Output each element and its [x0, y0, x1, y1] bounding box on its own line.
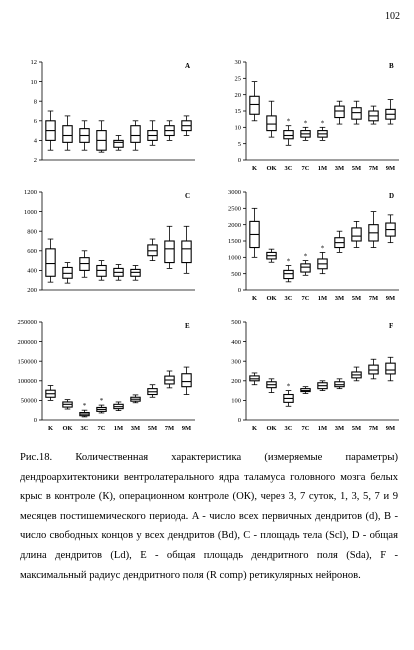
box-5m	[148, 121, 157, 146]
x-tick-label: 3C	[284, 165, 293, 172]
box-1m	[318, 119, 327, 140]
y-tick-label: 200000	[17, 338, 37, 346]
y-tick-label: 1000	[228, 254, 241, 262]
iqr-box	[63, 126, 72, 143]
y-tick-label: 0	[237, 157, 241, 165]
y-tick-label: 30	[234, 59, 241, 67]
x-tick-label: 3M	[130, 425, 141, 432]
box-plot-svg	[206, 186, 406, 306]
box-ok	[63, 116, 72, 150]
iqr-box	[250, 96, 259, 114]
iqr-box	[267, 116, 276, 131]
iqr-box	[284, 270, 293, 278]
page-number: 102	[385, 11, 400, 22]
box-k	[46, 111, 55, 150]
iqr-box	[301, 264, 310, 272]
significance-mark: *	[320, 244, 325, 253]
y-tick-label: 200	[27, 287, 37, 295]
iqr-box	[284, 131, 293, 139]
significance-mark: *	[286, 257, 291, 266]
box-7c	[97, 121, 106, 152]
box-7c	[301, 387, 310, 394]
box-1m	[318, 381, 327, 391]
x-tick-label: 3M	[334, 425, 345, 432]
iqr-box	[182, 241, 191, 263]
x-tick-label: 1M	[317, 165, 328, 172]
y-tick-label: 1200	[24, 189, 37, 197]
x-tick-label: K	[251, 295, 258, 302]
x-tick-label: 9M	[385, 165, 396, 172]
x-tick-label: 7C	[97, 425, 106, 432]
significance-mark: *	[286, 382, 291, 391]
panel-letter: C	[185, 192, 191, 200]
box-3c	[80, 402, 89, 417]
box-7m	[369, 359, 378, 379]
box-7m	[165, 121, 174, 141]
x-tick-label: 5M	[351, 425, 362, 432]
chart-panel-d	[206, 186, 406, 306]
x-tick-label: 7M	[368, 165, 379, 172]
x-tick-label: 1M	[317, 295, 328, 302]
x-tick-label: OK	[266, 295, 277, 302]
y-tick-label: 50000	[20, 397, 37, 405]
figure-caption: Рис.18. Количественная характеристика (измеряемые параметры) дендроархитектоники вентролатерального ядра таламуса головного мозга белых крыс в контроле (К), операционном контроле (ОК), через 3, 7 суток, 1, 3, 5, 7 и 9 месяцев постишемического периода. A - число всех первичных дендритов (d), B - число свободных концов у всех дендритов (Bd), C - площадь тела (Scl), D - общая длина дендритов (Ld), E - общая площадь дендритного поля (Sda), F - максимальный радиус дендритного поля (R comp) ретикулярных нейронов.	[20, 452, 398, 581]
box-5m	[352, 221, 361, 247]
chart-panel-b	[206, 56, 406, 176]
iqr-box	[165, 241, 174, 263]
y-tick-label: 400	[231, 338, 241, 346]
x-tick-label: 9M	[181, 425, 192, 432]
chart-panel-c	[2, 186, 202, 306]
y-tick-label: 0	[237, 417, 241, 425]
x-tick-label: 3M	[334, 295, 345, 302]
iqr-box	[182, 374, 191, 387]
box-1m	[114, 265, 123, 281]
x-tick-label: OK	[266, 425, 277, 432]
box-ok	[63, 263, 72, 284]
y-tick-label: 3000	[228, 189, 241, 197]
y-tick-label: 20	[234, 91, 241, 99]
x-tick-label: 7M	[368, 295, 379, 302]
x-tick-label: 9M	[385, 295, 396, 302]
iqr-box	[335, 106, 344, 117]
box-ok	[267, 101, 276, 137]
y-tick-label: 1500	[228, 238, 241, 246]
x-tick-label: 7M	[368, 425, 379, 432]
box-3m	[131, 395, 140, 403]
x-tick-label: 3C	[284, 425, 293, 432]
x-tick-label: OK	[266, 165, 277, 172]
box-ok	[63, 400, 72, 409]
box-plot-svg	[206, 56, 406, 176]
box-3c	[80, 251, 89, 277]
significance-mark: *	[82, 402, 87, 411]
box-5m	[148, 239, 157, 261]
box-5m	[352, 101, 361, 124]
significance-mark: *	[99, 397, 104, 406]
y-tick-label: 10	[30, 78, 37, 86]
box-5m	[352, 367, 361, 381]
x-tick-label: 7C	[301, 425, 310, 432]
box-plot-svg	[2, 316, 202, 436]
x-tick-label: 3M	[334, 165, 345, 172]
box-3m	[335, 101, 344, 124]
iqr-box	[352, 108, 361, 119]
y-tick-label: 4	[33, 137, 37, 145]
panel-letter: F	[389, 322, 394, 330]
box-3m	[335, 231, 344, 252]
box-k	[250, 373, 259, 385]
x-tick-label: 5M	[351, 165, 362, 172]
x-tick-label: K	[47, 425, 54, 432]
y-tick-label: 8	[33, 98, 37, 106]
y-tick-label: 2	[33, 157, 37, 165]
box-9m	[182, 116, 191, 136]
significance-mark: *	[303, 252, 308, 261]
y-tick-label: 12	[30, 59, 37, 67]
x-tick-label: 7C	[301, 165, 310, 172]
y-tick-label: 800	[27, 228, 37, 236]
box-9m	[386, 100, 395, 125]
box-3c	[284, 383, 293, 407]
significance-mark: *	[320, 119, 325, 128]
y-tick-label: 1000	[24, 208, 37, 216]
iqr-box	[114, 140, 123, 147]
box-ok	[267, 249, 276, 262]
box-k	[46, 386, 55, 401]
box-3c	[284, 258, 293, 282]
y-tick-label: 0	[33, 417, 37, 425]
y-tick-label: 100	[231, 397, 241, 405]
box-7c	[301, 253, 310, 276]
box-9m	[182, 226, 191, 273]
box-7c	[97, 397, 106, 413]
box-3m	[335, 379, 344, 389]
y-tick-label: 600	[27, 248, 37, 255]
box-7m	[369, 106, 378, 124]
box-7m	[165, 371, 174, 388]
y-tick-label: 150000	[17, 358, 37, 366]
box-ok	[267, 379, 276, 393]
y-tick-label: 0	[237, 287, 241, 295]
box-plot-svg	[2, 56, 202, 176]
panel-letter: D	[389, 192, 395, 200]
y-tick-label: 500	[231, 319, 241, 327]
box-1m	[318, 244, 327, 273]
x-tick-label: 3C	[284, 295, 293, 302]
box-1m	[114, 136, 123, 151]
iqr-box	[131, 126, 140, 143]
box-3c	[284, 118, 293, 146]
box-7c	[301, 119, 310, 140]
y-tick-label: 5	[237, 140, 241, 148]
box-k	[250, 82, 259, 121]
x-tick-label: 9M	[385, 425, 396, 432]
box-7c	[97, 261, 106, 281]
y-tick-label: 400	[27, 267, 37, 275]
box-7m	[369, 212, 378, 248]
y-tick-label: 10	[234, 124, 241, 132]
x-tick-label: 7C	[301, 295, 310, 302]
x-tick-label: 5M	[147, 425, 158, 432]
box-9m	[182, 367, 191, 394]
x-tick-label: K	[251, 425, 258, 432]
iqr-box	[46, 249, 55, 276]
box-3c	[80, 121, 89, 150]
chart-panel-f	[206, 316, 406, 436]
significance-mark: *	[286, 117, 291, 126]
box-3m	[131, 121, 140, 150]
x-tick-label: 7M	[164, 425, 175, 432]
y-tick-label: 100000	[17, 378, 37, 385]
x-tick-label: 1M	[317, 425, 328, 432]
box-k	[46, 239, 55, 282]
y-tick-label: 2500	[228, 205, 241, 213]
y-tick-label: 2000	[228, 221, 241, 229]
box-9m	[386, 357, 395, 381]
y-tick-label: 250000	[17, 319, 37, 327]
box-9m	[386, 215, 395, 243]
box-plot-svg	[2, 186, 202, 306]
iqr-box	[386, 363, 395, 374]
panel-letter: A	[185, 62, 191, 70]
box-k	[250, 208, 259, 257]
x-tick-label: 1M	[113, 425, 124, 432]
panel-letter: E	[185, 322, 190, 330]
panel-letter: B	[389, 62, 394, 70]
box-3m	[131, 266, 140, 281]
x-tick-label: K	[251, 165, 258, 172]
box-plot-svg	[206, 316, 406, 436]
y-tick-label: 25	[234, 75, 241, 83]
y-tick-label: 500	[231, 270, 241, 278]
iqr-box	[352, 228, 361, 241]
chart-panel-e	[2, 316, 202, 436]
box-7m	[165, 226, 174, 268]
x-tick-label: 3C	[80, 425, 89, 432]
x-tick-label: OK	[62, 425, 73, 432]
chart-panel-a	[2, 56, 202, 176]
x-tick-label: 5M	[351, 295, 362, 302]
box-1m	[114, 402, 123, 411]
y-tick-label: 200	[231, 378, 241, 385]
significance-mark: *	[303, 119, 308, 128]
y-tick-label: 15	[234, 108, 241, 116]
y-tick-label: 300	[231, 358, 241, 366]
box-5m	[148, 385, 157, 398]
y-tick-label: 6	[33, 118, 37, 125]
